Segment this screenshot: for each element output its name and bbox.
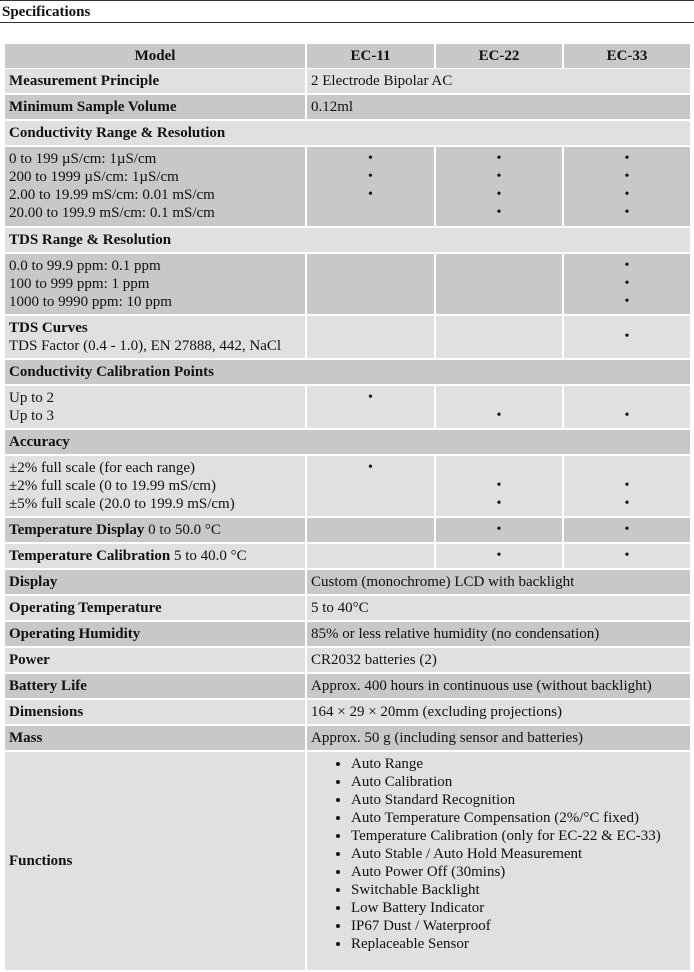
empty-mark xyxy=(440,275,558,293)
model-header: Model xyxy=(5,44,305,68)
bullet-mark: • xyxy=(368,460,373,475)
bullet-mark: • xyxy=(496,478,502,493)
bullet-mark: • xyxy=(368,390,373,405)
empty-mark xyxy=(311,407,430,425)
empty-mark xyxy=(311,477,430,495)
functions-value xyxy=(307,752,690,970)
bullet-mark: • xyxy=(496,205,502,220)
function-item: • Auto Temperature Compensation (2%/°C fixed) xyxy=(351,809,686,827)
operating-humidity-label: Operating Humidity xyxy=(5,622,305,646)
bullet-mark: • xyxy=(624,548,630,563)
cond-calibration-heading: Conductivity Calibration Points xyxy=(5,360,690,384)
bullet-mark: • xyxy=(624,522,630,537)
bullet-mark: • xyxy=(624,276,630,291)
spec-line: 200 to 1999 µS/cm: 1µS/cm xyxy=(9,169,179,185)
function-item: • IP67 Dust / Waterproof xyxy=(351,917,686,935)
operating-temperature-label: Operating Temperature xyxy=(5,596,305,620)
dimensions-value: 164 × 29 × 20mm (excluding projections) xyxy=(307,700,690,724)
empty-mark xyxy=(440,293,558,311)
conductivity-range-heading: Conductivity Range & Resolution xyxy=(5,121,690,145)
function-item: • Low Battery Indicator xyxy=(351,899,686,917)
temp-calibration-label xyxy=(5,544,305,568)
conductivity-range-ec11 xyxy=(307,147,434,226)
function-item: • Auto Calibration xyxy=(351,773,686,791)
tds-range-ec11 xyxy=(307,254,434,314)
tds-curves-ec22 xyxy=(436,316,562,358)
dimensions-label: Dimensions xyxy=(5,700,305,724)
bullet-mark: • xyxy=(624,169,630,184)
row-value: 5 to 40.0 °C xyxy=(170,548,247,564)
model-header-ec-11: EC-11 xyxy=(307,44,434,68)
row-label: Temperature Display xyxy=(9,522,145,538)
model-header-ec-22: EC-22 xyxy=(436,44,562,68)
tds-range-heading: TDS Range & Resolution xyxy=(5,228,690,252)
cond-calibration-ec11 xyxy=(307,386,434,428)
empty-mark xyxy=(440,389,558,407)
conductivity-range-ec33 xyxy=(564,147,690,226)
empty-mark xyxy=(311,257,430,275)
bullet-mark: • xyxy=(496,151,502,166)
cond-calibration-ec33 xyxy=(564,386,690,428)
bullet-mark: • xyxy=(496,187,502,202)
spec-line: 100 to 999 ppm: 1 ppm xyxy=(9,276,150,292)
bullet-mark: • xyxy=(624,151,630,166)
bullet-mark: • xyxy=(624,258,630,273)
spec-line: ±2% full scale (for each range) xyxy=(9,460,196,476)
function-item: • Replaceable Sensor xyxy=(351,935,686,953)
temp-display-ec11 xyxy=(307,518,434,542)
accuracy-heading: Accuracy xyxy=(5,430,690,454)
temp-calibration-ec11 xyxy=(307,544,434,568)
operating-humidity-value: 85% or less relative humidity (no condensation) xyxy=(307,622,690,646)
display-label: Display xyxy=(5,570,305,594)
spec-line: ±5% full scale (20.0 to 199.9 mS/cm) xyxy=(9,496,235,512)
section-title: Specifications xyxy=(2,4,91,20)
empty-mark xyxy=(440,459,558,477)
bullet-mark: • xyxy=(496,522,502,537)
temp-display-ec33 xyxy=(564,518,690,542)
bullet-mark: • xyxy=(624,205,630,220)
power-label: Power xyxy=(5,648,305,672)
spec-line: 1000 to 9990 ppm: 10 ppm xyxy=(9,294,172,310)
power-value: CR2032 batteries (2) xyxy=(307,648,690,672)
function-item: • Auto Range xyxy=(351,755,686,773)
bullet-mark: • xyxy=(368,151,373,166)
tds-curves-ec33 xyxy=(564,316,690,358)
empty-mark xyxy=(311,495,430,513)
bullet-mark: • xyxy=(624,187,630,202)
accuracy-ec22 xyxy=(436,456,562,516)
function-item: • Auto Power Off (30mins) xyxy=(351,863,686,881)
bullet-mark: • xyxy=(624,478,630,493)
row-label: TDS Curves xyxy=(9,320,88,336)
temp-calibration-ec33 xyxy=(564,544,690,568)
top-rule xyxy=(0,0,694,1)
bullet-mark: • xyxy=(624,496,630,511)
accuracy-ec11 xyxy=(307,456,434,516)
cond-calibration-items xyxy=(5,386,305,428)
bullet-mark: • xyxy=(496,169,502,184)
conductivity-range-ec22 xyxy=(436,147,562,226)
tds-curves-label xyxy=(5,316,305,358)
function-item: • Switchable Backlight xyxy=(351,881,686,899)
bullet-mark: • xyxy=(624,329,630,344)
tds-range-ec33 xyxy=(564,254,690,314)
row-value: 0 to 50.0 °C xyxy=(144,522,221,538)
spec-line: 0.0 to 99.9 ppm: 0.1 ppm xyxy=(9,258,161,274)
mass-value: Approx. 50 g (including sensor and batteries) xyxy=(307,726,690,750)
spec-line: Up to 2 xyxy=(9,390,54,406)
tds-curves-ec11 xyxy=(307,316,434,358)
display-value: Custom (monochrome) LCD with backlight xyxy=(307,570,690,594)
operating-temperature-value: 5 to 40°C xyxy=(307,596,690,620)
empty-mark xyxy=(311,204,430,222)
function-item: • Auto Standard Recognition xyxy=(351,791,686,809)
bullet-mark: • xyxy=(368,187,373,202)
title-rule xyxy=(0,22,694,23)
cond-calibration-ec22 xyxy=(436,386,562,428)
row-value: TDS Factor (0.4 - 1.0), EN 27888, 442, NaCl xyxy=(9,338,282,354)
bullet-mark: • xyxy=(368,169,373,184)
mass-label: Mass xyxy=(5,726,305,750)
empty-mark xyxy=(311,293,430,311)
battery-life-label: Battery Life xyxy=(5,674,305,698)
empty-mark xyxy=(440,257,558,275)
accuracy-ec33 xyxy=(564,456,690,516)
model-header-ec-33: EC-33 xyxy=(564,44,690,68)
accuracy-items xyxy=(5,456,305,516)
conductivity-range-items xyxy=(5,147,305,226)
function-item: • Auto Stable / Auto Hold Measurement xyxy=(351,845,686,863)
temp-display-ec22 xyxy=(436,518,562,542)
empty-mark xyxy=(568,389,686,407)
spec-line: 0 to 199 µS/cm: 1µS/cm xyxy=(9,151,157,167)
row-label: Temperature Calibration xyxy=(9,548,171,564)
spec-line: 20.00 to 199.9 mS/cm: 0.1 mS/cm xyxy=(9,205,215,221)
empty-mark xyxy=(311,275,430,293)
bullet-mark: • xyxy=(496,408,502,423)
temp-calibration-ec22 xyxy=(436,544,562,568)
min-sample-volume-value: 0.12ml xyxy=(307,95,690,119)
spec-line: 2.00 to 19.99 mS/cm: 0.01 mS/cm xyxy=(9,187,215,203)
measurement-principle-label: Measurement Principle xyxy=(5,69,305,93)
battery-life-value: Approx. 400 hours in continuous use (without backlight) xyxy=(307,674,690,698)
functions-label: Functions xyxy=(5,752,305,970)
bullet-mark: • xyxy=(624,408,630,423)
spec-line: Up to 3 xyxy=(9,408,54,424)
functions-list xyxy=(311,755,686,953)
temp-display-label xyxy=(5,518,305,542)
spec-line: ±2% full scale (0 to 19.99 mS/cm) xyxy=(9,478,216,494)
bullet-mark: • xyxy=(496,496,502,511)
empty-mark xyxy=(568,459,686,477)
tds-range-ec22 xyxy=(436,254,562,314)
min-sample-volume-label: Minimum Sample Volume xyxy=(5,95,305,119)
bullet-mark: • xyxy=(624,294,630,309)
function-item: • Temperature Calibration (only for EC-22 & EC-33) xyxy=(351,827,686,845)
measurement-principle-value: 2 Electrode Bipolar AC xyxy=(307,69,690,93)
bullet-mark: • xyxy=(496,548,502,563)
tds-range-items xyxy=(5,254,305,314)
